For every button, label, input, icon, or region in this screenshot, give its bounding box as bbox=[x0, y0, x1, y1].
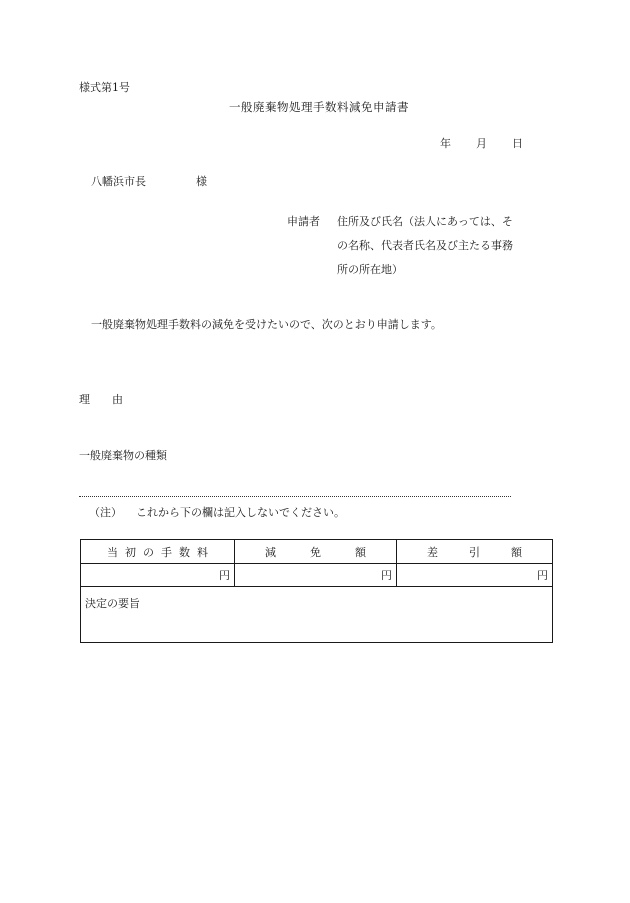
initial-fee-cell: 円 bbox=[81, 564, 235, 587]
header-char: 初 bbox=[125, 545, 136, 559]
date-month-label: 月 bbox=[476, 137, 487, 150]
note-text: これから下の欄は記入しないでください。 bbox=[136, 506, 345, 519]
header-char: 額 bbox=[511, 545, 522, 559]
date-day-label: 日 bbox=[512, 137, 523, 150]
office-use-note bbox=[89, 506, 345, 520]
addressee-honorific: 様 bbox=[196, 175, 207, 188]
header-char: 減 bbox=[265, 545, 276, 559]
reason-label-char-2: 由 bbox=[112, 393, 123, 406]
header-char: 当 bbox=[107, 545, 118, 559]
reduction-amount-cell: 円 bbox=[235, 564, 397, 587]
header-reduction-amount bbox=[235, 540, 397, 564]
header-initial-fee bbox=[81, 540, 235, 564]
applicant-label: 申請者 bbox=[287, 215, 320, 228]
date-year-label: 年 bbox=[440, 137, 451, 150]
form-number: 様式第1号 bbox=[79, 81, 130, 94]
net-amount-cell: 円 bbox=[397, 564, 553, 587]
waste-type-label: 一般廃棄物の種類 bbox=[79, 449, 167, 462]
applicant-instruction-line-3: 所の所在地） bbox=[337, 263, 403, 276]
reason-label bbox=[79, 393, 123, 407]
header-char: 免 bbox=[310, 545, 321, 559]
table-amount-row bbox=[81, 564, 553, 587]
applicant-instruction-line-2: の名称、代表者氏名及び主たる事務 bbox=[337, 239, 513, 252]
header-char: 手 bbox=[161, 545, 172, 559]
header-char: 差 bbox=[427, 545, 438, 559]
decision-summary-cell: 決定の要旨 bbox=[81, 587, 553, 643]
header-char: 引 bbox=[469, 545, 480, 559]
addressee: 八幡浜市長 bbox=[91, 175, 146, 188]
header-char: の bbox=[143, 545, 154, 559]
header-char: 数 bbox=[179, 545, 190, 559]
reason-label-char-1: 理 bbox=[79, 393, 90, 406]
header-net-amount bbox=[397, 540, 553, 564]
dotted-separator bbox=[79, 496, 511, 497]
document-title: 一般廃棄物処理手数料減免申請書 bbox=[229, 100, 409, 114]
table-header-row bbox=[81, 540, 553, 564]
application-statement: 一般廃棄物処理手数料の減免を受けたいので、次のとおり申請します。 bbox=[91, 318, 442, 331]
table-decision-row bbox=[81, 587, 553, 643]
note-prefix: （注） bbox=[89, 506, 122, 519]
header-char: 料 bbox=[197, 545, 208, 559]
office-use-table bbox=[80, 539, 553, 643]
applicant-instruction-line-1: 住所及び氏名（法人にあっては、そ bbox=[337, 215, 513, 228]
header-char: 額 bbox=[355, 545, 366, 559]
